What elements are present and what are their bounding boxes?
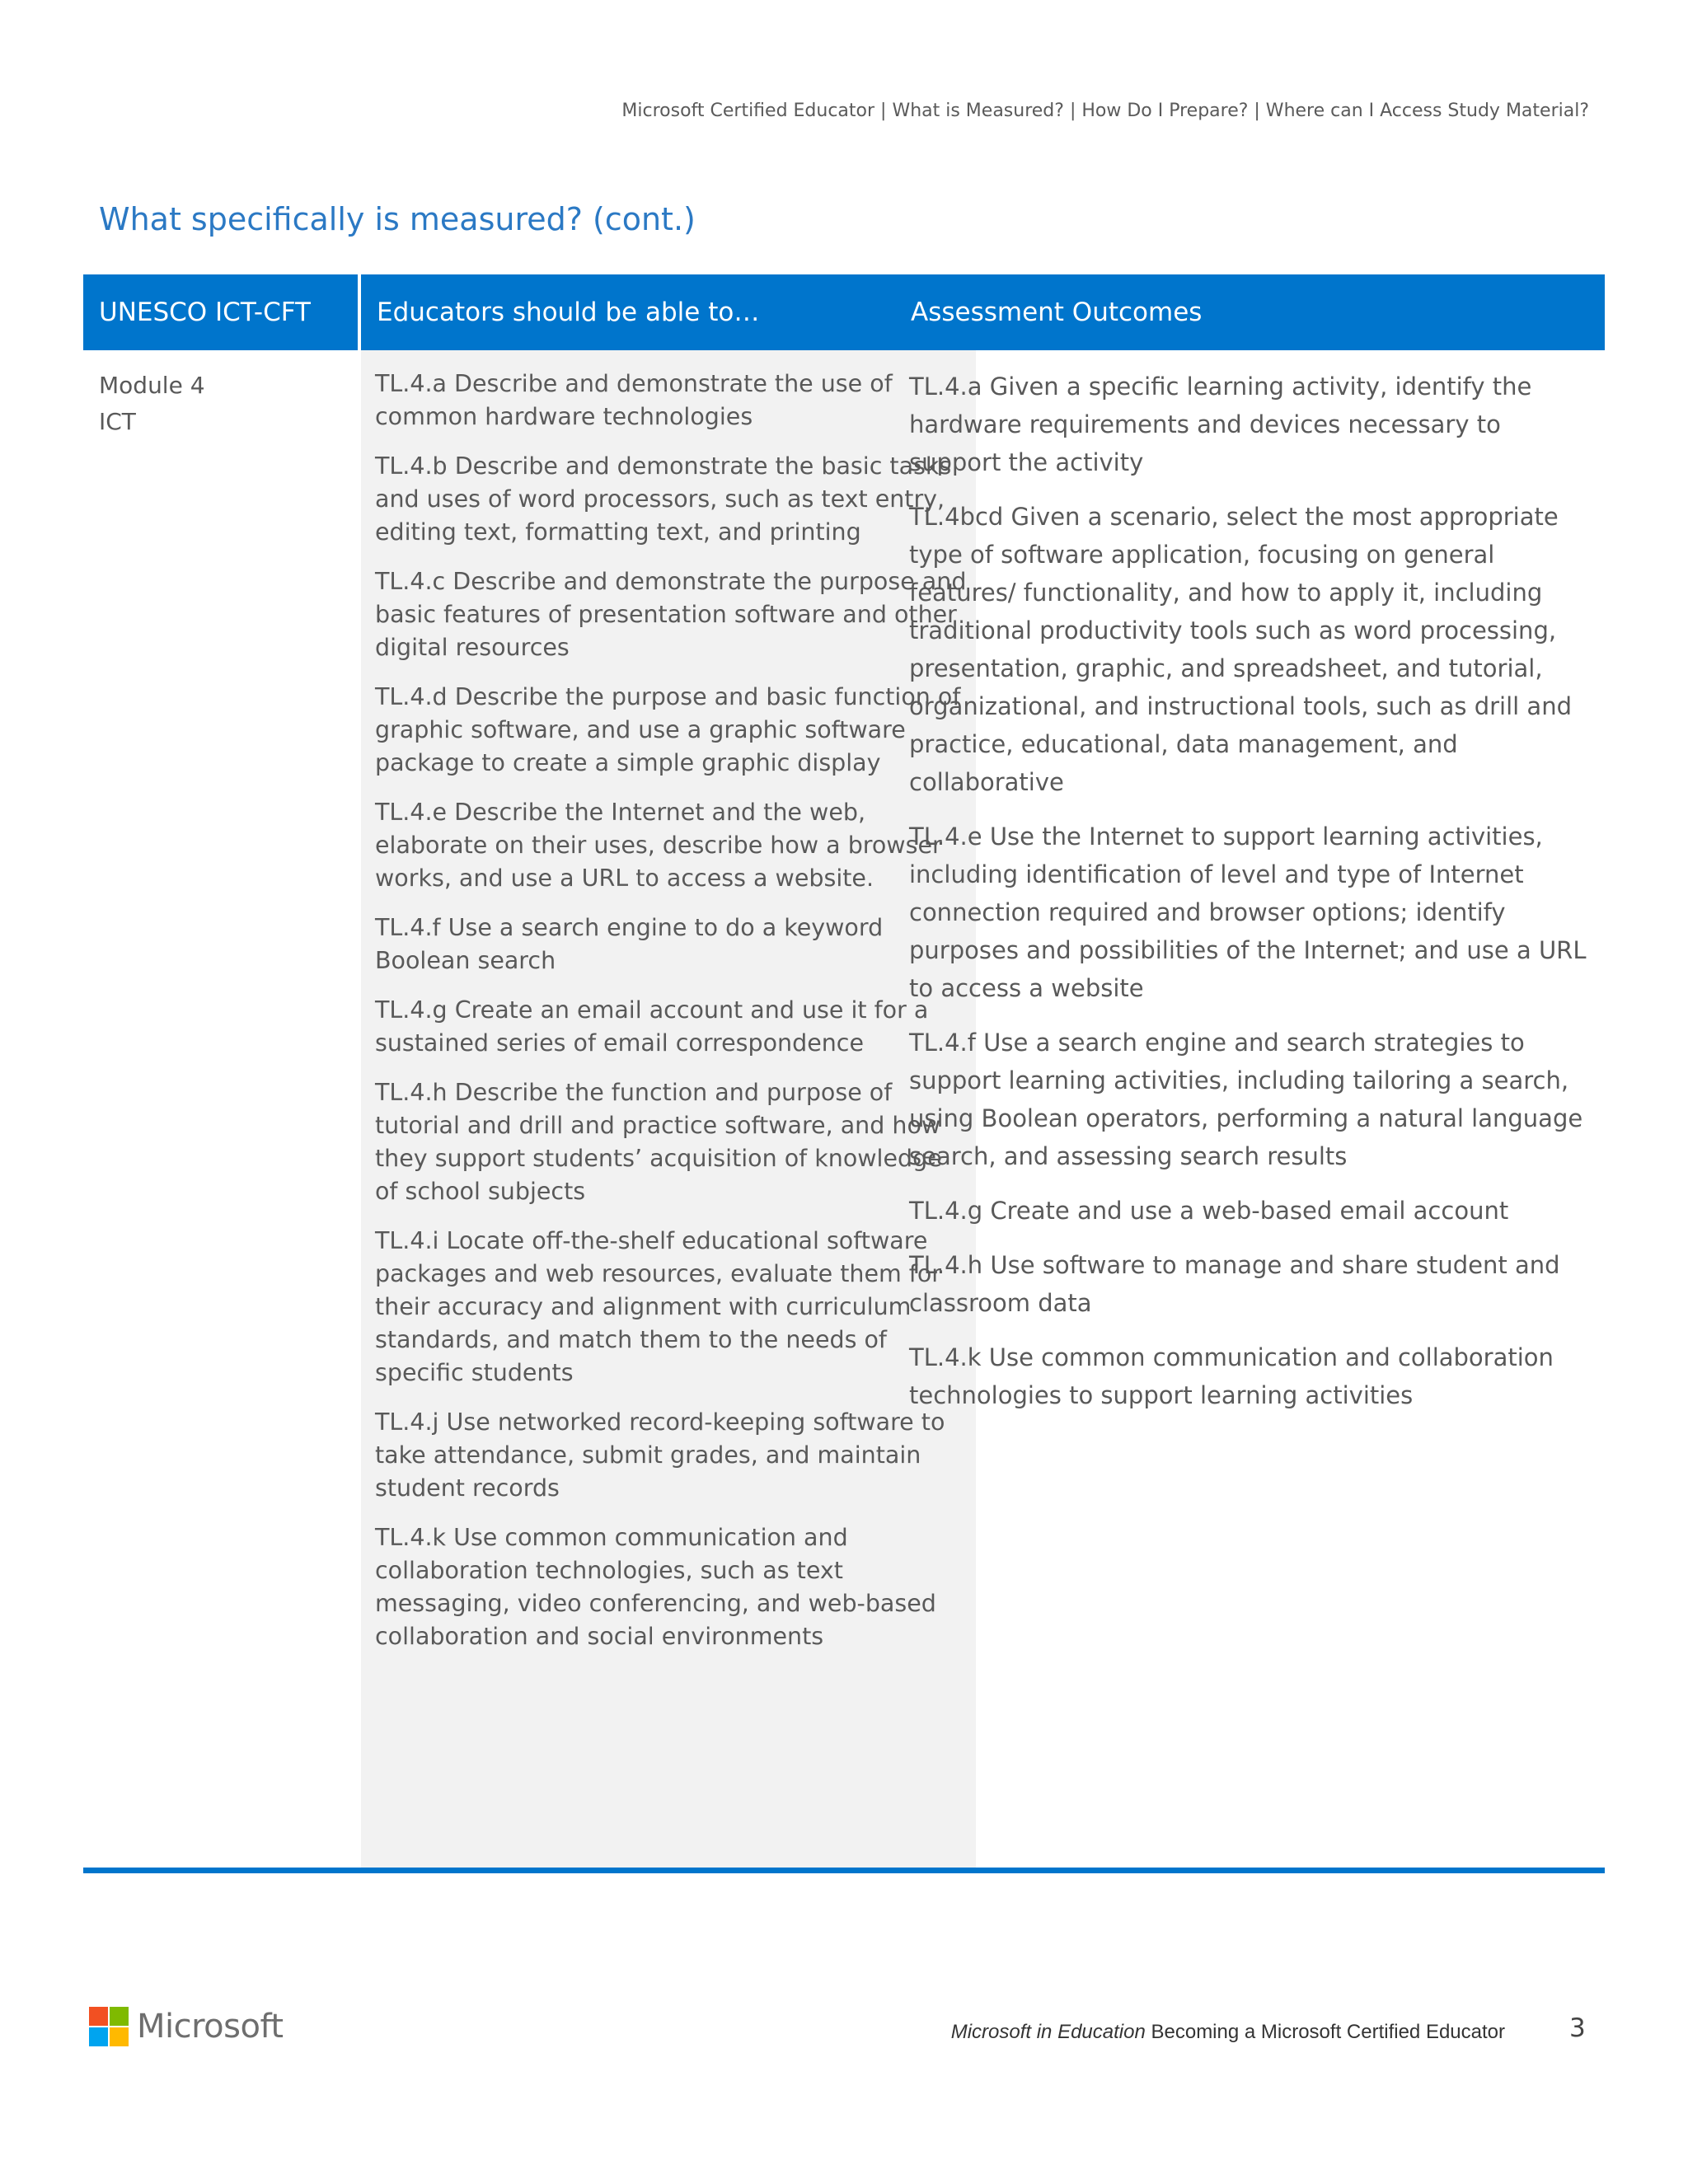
module-cell [99, 368, 346, 440]
outcome-item: TL.4.h Use software to manage and share student and classroom data [909, 1251, 1560, 1317]
educator-item: TL.4.f Use a search engine to do a keyword Boolean search [375, 914, 884, 974]
page-number: 3 [1569, 2013, 1586, 2043]
footer-brand: Microsoft in Education [950, 2021, 1146, 2043]
educator-item: TL.4.i Locate off-the-shelf educational software packages and web resources, evaluate them for their accuracy and alignment with curriculum standards, and match them to the needs of specific students [375, 1227, 941, 1386]
footer-title [0, 2021, 1505, 2044]
footer-doc-title: Becoming a Microsoft Certified Educator [1151, 2021, 1505, 2043]
outcome-item: TL.4.e Use the Internet to support learning activities, including identification of level and type of Internet connection required and browser options; identify purposes and possibilities of the Internet; and use a URL to access a website [909, 823, 1587, 1002]
measured-table [83, 274, 1605, 1874]
outcomes-cell [909, 368, 1593, 1431]
microsoft-wordmark: Microsoft [137, 2008, 284, 2046]
educator-item: TL.4.c Describe and demonstrate the purpose and basic features of presentation software and other digital resources [375, 568, 967, 661]
column-header-outcomes: Assessment Outcomes [895, 274, 1605, 350]
header-nav: Microsoft Certified Educator | What is Measured? | How Do I Prepare? | Where can I Access Study Material? [621, 101, 1589, 121]
table-bottom-rule [83, 1868, 1605, 1873]
section-title: What specifically is measured? (cont.) [99, 201, 696, 237]
column-header-educators: Educators should be able to… [361, 274, 974, 350]
educator-item: TL.4.d Describe the purpose and basic function of graphic software, and use a graphic software package to create a simple graphic display [375, 683, 961, 776]
module-label: Module 4 [99, 372, 205, 399]
educator-item: TL.4.h Describe the function and purpose of tutorial and drill and practice software, and how they support students’ acquisition of knowledge of school subjects [375, 1079, 942, 1205]
educator-item: TL.4.g Create an email account and use it for a sustained series of email correspondence [375, 996, 929, 1057]
educator-item: TL.4.a Describe and demonstrate the use of common hardware technologies [375, 370, 893, 430]
outcome-item: TL.4.g Create and use a web-based email account [909, 1197, 1509, 1225]
educator-item: TL.4.b Describe and demonstrate the basic tasks and uses of word processors, such as text entry, editing text, formatting text, and printing [375, 452, 952, 546]
outcome-item: TL.4.a Given a specific learning activity, identify the hardware requirements and devices necessary to support the activity [909, 373, 1532, 476]
outcome-item: TL.4bcd Given a scenario, select the most appropriate type of software application, focusing on general features/ functionality, and how to apply it, including traditional productivity tools such as word processing, presentation, graphic, and spreadsheet, and tutorial, organizational, and instructional tools, such as drill and practice, educational, data management, and collaborative [909, 503, 1572, 796]
educators-cell [375, 368, 968, 1670]
outcome-item: TL.4.k Use common communication and collaboration technologies to support learning activities [909, 1343, 1554, 1409]
educator-item: TL.4.j Use networked record-keeping software to take attendance, submit grades, and maintain student records [375, 1408, 945, 1502]
outcome-item: TL.4.f Use a search engine and search strategies to support learning activities, including tailoring a search, using Boolean operators, performing a natural language search, and assessing search results [909, 1029, 1583, 1170]
module-topic: ICT [99, 408, 136, 435]
column-header-unesco: UNESCO ICT-CFT [83, 274, 358, 350]
educator-item: TL.4.e Describe the Internet and the web, elaborate on their uses, describe how a browser works, and use a URL to access a website. [375, 799, 942, 892]
educator-item: TL.4.k Use common communication and collaboration technologies, such as text messaging, video conferencing, and web-based collaboration and social environments [375, 1524, 936, 1650]
